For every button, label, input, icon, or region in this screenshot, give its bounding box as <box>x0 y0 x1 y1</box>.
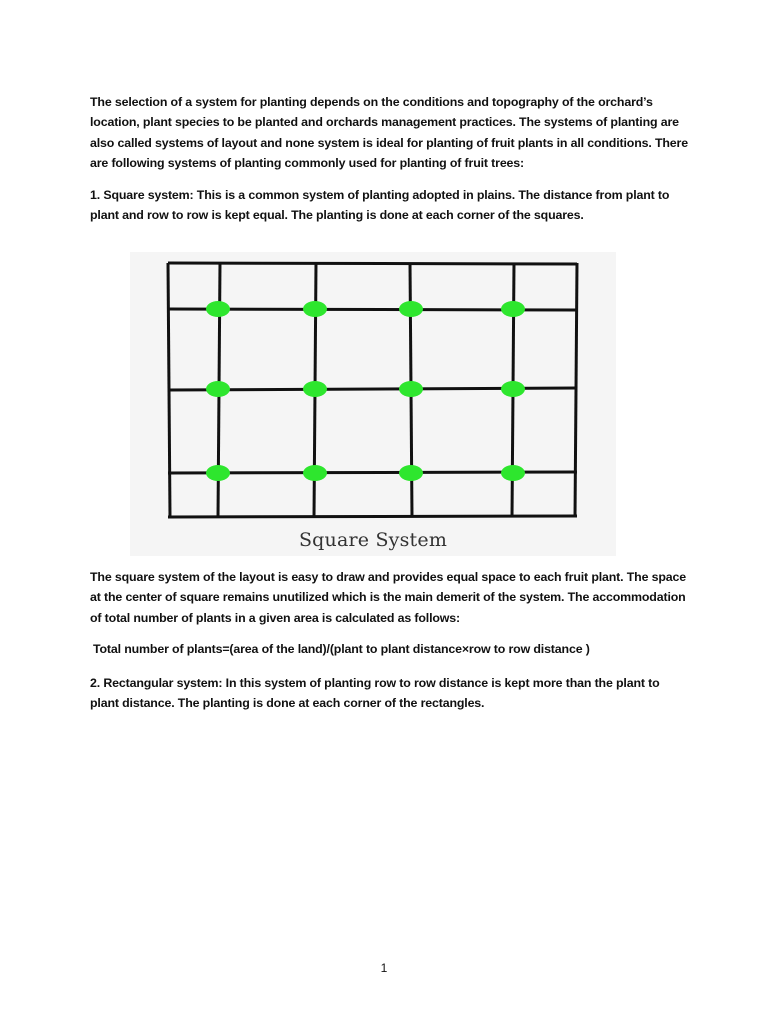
plant-marker <box>399 465 423 481</box>
plant-marker <box>399 301 423 317</box>
intro-paragraph: The selection of a system for planting depends on the conditions and topography of the orchard’s location, plant species to be planted and orchards management practices. The systems of planting are also called systems of layout and none system is ideal for planting of fruit plants in all conditions. There are following systems of planting commonly used for planting of fruit trees: <box>90 95 688 170</box>
square-system-figure <box>130 252 616 556</box>
grid-horizontal-line <box>168 516 577 517</box>
grid-vertical-line <box>575 263 577 517</box>
grid-horizontal-line <box>168 263 577 264</box>
plant-marker <box>206 381 230 397</box>
square-system-description: The square system of the layout is easy to draw and provides equal space to each fruit plant. The space at the center of square remains unutilized which is the main demerit of the system. The accommodation of total number of plants in a given area is calculated as follows: <box>90 570 686 625</box>
plant-marker <box>501 301 525 317</box>
rectangular-system-item: 2. Rectangular system: In this system of planting row to row distance is kept more than the plant to plant distance. The planting is done at each corner of the rectangles. <box>90 676 660 711</box>
plant-marker <box>206 465 230 481</box>
plant-marker <box>399 381 423 397</box>
plant-marker <box>206 301 230 317</box>
plant-marker <box>501 465 525 481</box>
plant-count-formula: Total number of plants=(area of the land)/(plant to plant distance×row to row distance ) <box>93 642 590 656</box>
figure-caption: Square System <box>298 529 448 551</box>
square-system-item: 1. Square system: This is a common system of planting adopted in plains. The distance from plant to plant and row to row is kept equal. The planting is done at each corner of the squares. <box>90 188 670 223</box>
plant-marker <box>303 465 327 481</box>
square-system-grid <box>130 252 616 524</box>
plant-marker <box>303 381 327 397</box>
plant-marker <box>303 301 327 317</box>
page-number: 1 <box>380 961 388 975</box>
plant-marker <box>501 381 525 397</box>
